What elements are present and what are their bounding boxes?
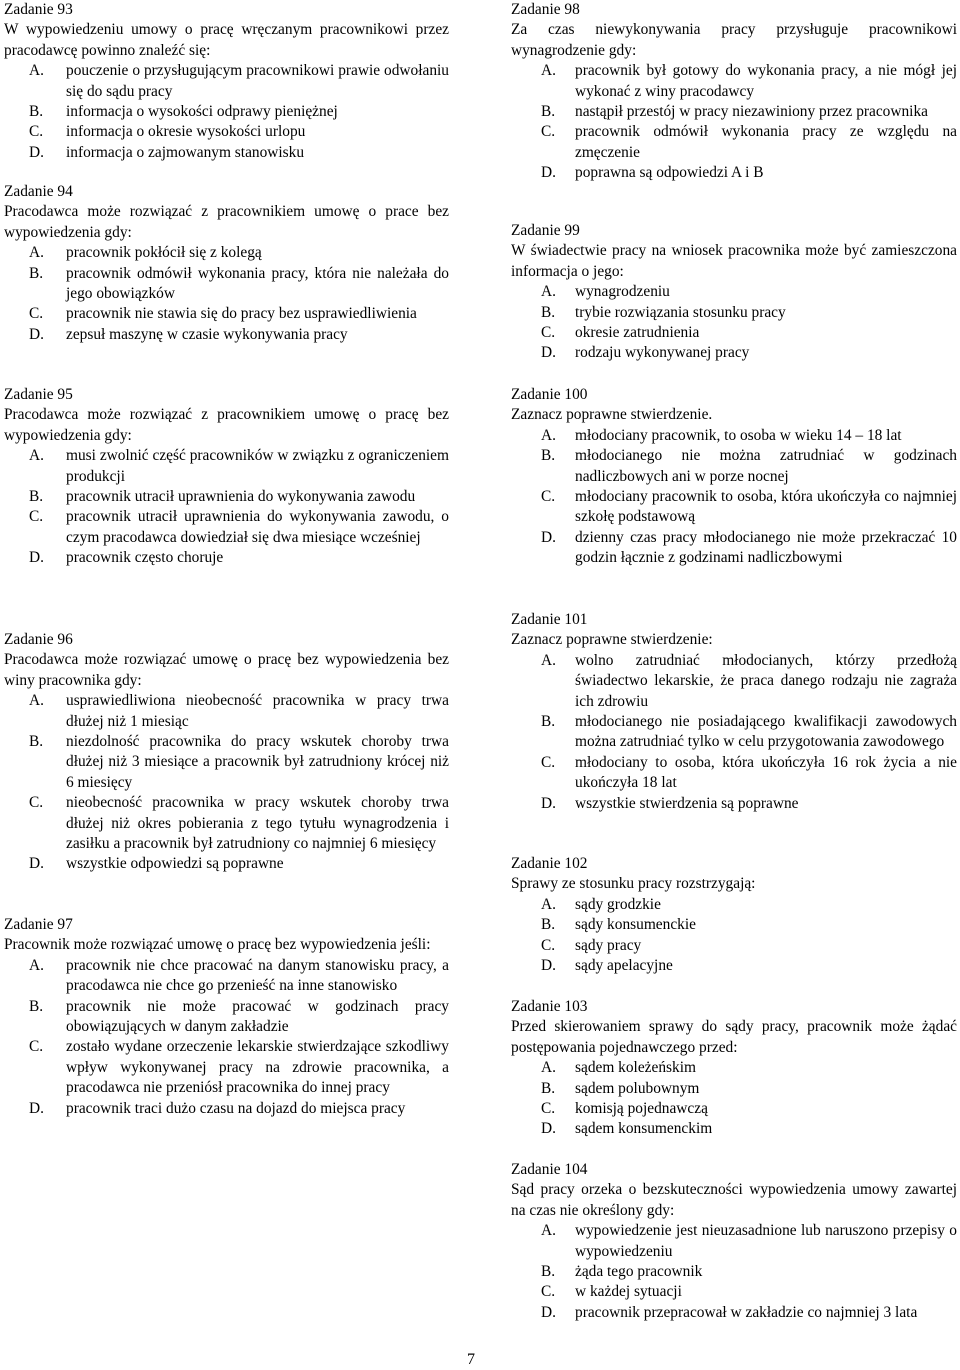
option-letter: D. bbox=[541, 794, 556, 812]
answer-option bbox=[4, 487, 449, 507]
answer-option bbox=[4, 304, 449, 324]
question-title: Zadanie 97 bbox=[4, 916, 73, 933]
option-text: informacja o okresie wysokości urlopu bbox=[66, 123, 306, 141]
question-title: Zadanie 102 bbox=[511, 855, 588, 872]
question-title: Zadanie 101 bbox=[511, 611, 588, 628]
option-letter: C. bbox=[541, 753, 556, 771]
answer-option bbox=[511, 753, 957, 794]
answer-option bbox=[511, 1262, 957, 1282]
option-letter: C. bbox=[541, 488, 556, 506]
option-text: zostało wydane orzeczenie lekarskie stwierdzające szkodliwy wpływ wykonywanej pracy na zdrowie pracownika, a pracodawca nie przeniósł pracownika do innej pracy bbox=[66, 1038, 449, 1097]
answer-option bbox=[511, 61, 957, 102]
question-text: Pracownik może rozwiązać umowę o pracę bez wypowiedzenia jeśli: bbox=[4, 936, 431, 954]
answer-option bbox=[511, 794, 957, 814]
answer-option bbox=[511, 323, 957, 343]
option-letter: A. bbox=[541, 283, 556, 301]
option-text: pracownik pokłócił się z kolegą bbox=[66, 244, 262, 262]
answer-option bbox=[4, 446, 449, 487]
question-block bbox=[4, 630, 449, 875]
answer-option bbox=[511, 163, 957, 183]
answer-option bbox=[4, 122, 449, 142]
answer-option bbox=[4, 507, 449, 548]
option-text: poprawna są odpowiedzi A i B bbox=[575, 164, 764, 182]
question-block bbox=[511, 610, 957, 814]
question-block bbox=[4, 915, 449, 1119]
answer-option bbox=[511, 915, 957, 935]
question-text: Przed skierowaniem sprawy do sądy pracy, pracownik może żądać postępowania pojednawczego przed: bbox=[511, 1018, 957, 1056]
question-title: Zadanie 93 bbox=[4, 1, 73, 18]
answer-option bbox=[511, 282, 957, 302]
option-text: usprawiedliwiona nieobecność pracownika w pracy trwa dłużej niż 1 miesiąc bbox=[66, 692, 449, 730]
option-letter: B. bbox=[29, 488, 44, 506]
question-text: W wypowiedzeniu umowy o pracę wręczanym pracownikowi przez pracodawcę powinno znaleźć się: bbox=[4, 21, 449, 59]
answer-option bbox=[511, 1282, 957, 1302]
option-letter: A. bbox=[541, 895, 556, 913]
question-title: Zadanie 104 bbox=[511, 1161, 588, 1178]
option-letter: D. bbox=[541, 344, 556, 362]
option-text: musi zwolnić część pracowników w związku z ograniczeniem produkcji bbox=[66, 447, 449, 485]
option-text: informacja o zajmowanym stanowisku bbox=[66, 143, 305, 161]
answer-option bbox=[4, 997, 449, 1038]
option-letter: D. bbox=[541, 1120, 556, 1138]
option-letter: A. bbox=[541, 651, 556, 669]
question-title: Zadanie 96 bbox=[4, 631, 73, 648]
question-text: W świadectwie pracy na wniosek pracownika może być zamieszczona informacja o jego: bbox=[511, 242, 957, 280]
question-block bbox=[511, 854, 957, 976]
option-letter: B. bbox=[541, 1079, 556, 1097]
option-text: sądy konsumenckie bbox=[575, 916, 696, 934]
answer-option bbox=[511, 528, 957, 569]
question-block bbox=[511, 385, 957, 569]
question-block bbox=[4, 0, 449, 163]
option-letter: A. bbox=[541, 1059, 556, 1077]
option-text: w każdej sytuacji bbox=[575, 1283, 682, 1301]
option-letter: A. bbox=[29, 62, 44, 80]
option-letter: C. bbox=[541, 1100, 556, 1118]
option-text: pracownik nie stawia się do pracy bez usprawiedliwienia bbox=[66, 305, 417, 323]
answer-option bbox=[4, 325, 449, 345]
answer-option bbox=[511, 956, 957, 976]
option-text: młodociany pracownik to osoba, która ukończyła co najmniej szkołę podstawową bbox=[575, 488, 957, 526]
option-letter: A. bbox=[541, 1222, 556, 1240]
option-text: dzienny czas pracy młodocianego nie może przekraczać 10 godzin łącznie z godzinami nadliczbowymi bbox=[575, 528, 957, 567]
question-text: Za czas niewykonywania pracy przysługuje pracownikowi wynagrodzenie gdy: bbox=[511, 21, 957, 59]
option-letter: C. bbox=[29, 1038, 44, 1056]
question-title: Zadanie 100 bbox=[511, 386, 588, 403]
option-letter: C. bbox=[29, 508, 44, 526]
question-text: Pracodawca może rozwiązać z pracownikiem umowę o pracę bez wypowiedzenia gdy: bbox=[4, 406, 449, 444]
option-letter: B. bbox=[541, 1263, 556, 1281]
option-text: młodocianego nie posiadającego kwalifikacji zawodowych można zatrudniać tylko w celu przygotowania zawodowego bbox=[575, 713, 957, 751]
answer-option bbox=[511, 1119, 957, 1139]
option-letter: D. bbox=[541, 957, 556, 975]
answer-option bbox=[511, 1099, 957, 1119]
option-letter: B. bbox=[541, 447, 556, 465]
answer-option bbox=[4, 1037, 449, 1098]
answer-option bbox=[4, 793, 449, 854]
answer-option bbox=[511, 1079, 957, 1099]
answer-option bbox=[4, 264, 449, 305]
option-text: zepsuł maszynę w czasie wykonywania pracy bbox=[66, 325, 348, 343]
question-text: Sprawy ze stosunku pracy rozstrzygają: bbox=[511, 875, 756, 893]
answer-option bbox=[511, 446, 957, 487]
option-letter: B. bbox=[541, 916, 556, 934]
option-letter: D. bbox=[29, 1099, 44, 1117]
option-letter: B. bbox=[29, 733, 44, 751]
option-letter: B. bbox=[29, 264, 44, 282]
option-letter: B. bbox=[29, 103, 44, 121]
option-text: wszystkie odpowiedzi są poprawne bbox=[66, 855, 284, 873]
option-text: sądy grodzkie bbox=[575, 895, 661, 913]
answer-option bbox=[4, 691, 449, 732]
option-text: pracownik traci dużo czasu na dojazd do miejsca pracy bbox=[66, 1099, 406, 1117]
answer-option bbox=[511, 651, 957, 712]
answer-option bbox=[511, 895, 957, 915]
option-letter: A. bbox=[541, 426, 556, 444]
option-text: pracownik odmówił wykonania pracy, która nie należała do jego obowiązków bbox=[66, 264, 449, 303]
option-letter: D. bbox=[29, 325, 44, 343]
question-title: Zadanie 98 bbox=[511, 1, 580, 18]
option-text: pracownik utracił uprawnienia do wykonywania zawodu, o czym pracodawca dowiedział się dwa miesiące wcześniej bbox=[66, 508, 449, 546]
option-text: młodociany pracownik, to osoba w wieku 14 – 18 lat bbox=[575, 426, 902, 444]
answer-option bbox=[511, 426, 957, 446]
option-text: żąda tego pracownik bbox=[575, 1263, 703, 1281]
option-letter: B. bbox=[541, 303, 556, 321]
option-letter: C. bbox=[541, 123, 556, 141]
question-block bbox=[4, 182, 449, 345]
answer-option bbox=[4, 854, 449, 874]
option-text: młodociany to osoba, która ukończyła 16 rok życia a nie ukończyła 18 lat bbox=[575, 753, 957, 792]
option-text: okresie zatrudnienia bbox=[575, 324, 700, 342]
option-text: pracownik utracił uprawnienia do wykonywania zawodu bbox=[66, 488, 416, 506]
question-block bbox=[511, 997, 957, 1140]
option-letter: C. bbox=[541, 936, 556, 954]
option-text: wolno zatrudniać młodocianych, którzy przedłożą świadectwo lekarskie, że praca danego rodzaju nie zagraża ich zdrowiu bbox=[575, 651, 957, 710]
question-block bbox=[511, 0, 957, 184]
page-number: 7 bbox=[467, 1351, 475, 1368]
option-letter: D. bbox=[541, 528, 556, 546]
answer-option bbox=[4, 732, 449, 793]
option-letter: D. bbox=[29, 549, 44, 567]
option-text: pouczenie o przysługującym pracownikowi prawie odwołaniu się do sądu pracy bbox=[66, 62, 449, 100]
answer-option bbox=[4, 1099, 449, 1119]
option-letter: B. bbox=[541, 103, 556, 121]
option-text: wszystkie stwierdzenia są poprawne bbox=[575, 794, 799, 812]
answer-option bbox=[511, 1221, 957, 1262]
option-text: sądem polubownym bbox=[575, 1079, 700, 1097]
option-letter: C. bbox=[541, 1283, 556, 1301]
answer-option bbox=[511, 102, 957, 122]
option-letter: C. bbox=[29, 305, 44, 323]
option-letter: C. bbox=[29, 123, 44, 141]
option-letter: A. bbox=[29, 692, 44, 710]
option-text: pracownik odmówił wykonania pracy ze względu na zmęczenie bbox=[575, 123, 957, 161]
question-title: Zadanie 103 bbox=[511, 998, 588, 1015]
question-title: Zadanie 94 bbox=[4, 183, 73, 200]
option-text: pracownik nie chce pracować na danym stanowisku pracy, a pracodawca nie chce go przenieść na inne stanowisko bbox=[66, 956, 449, 995]
option-text: pracownik przepracował w zakładzie co najmniej 3 lata bbox=[575, 1303, 918, 1321]
option-letter: A. bbox=[29, 244, 44, 262]
answer-option bbox=[511, 712, 957, 753]
answer-option bbox=[511, 487, 957, 528]
option-text: nastąpił przestój w pracy niezawiniony przez pracownika bbox=[575, 103, 928, 121]
option-letter: A. bbox=[541, 62, 556, 80]
option-text: rodzaju wykonywanej pracy bbox=[575, 344, 750, 362]
option-text: pracownik nie może pracować w godzinach pracy obowiązujących w danym zakładzie bbox=[66, 997, 449, 1036]
option-text: wypowiedzenie jest nieuzasadnione lub naruszono przepisy o wypowiedzeniu bbox=[575, 1222, 957, 1260]
question-block bbox=[511, 1160, 957, 1323]
answer-option bbox=[511, 122, 957, 163]
option-letter: D. bbox=[29, 855, 44, 873]
question-title: Zadanie 99 bbox=[511, 222, 580, 239]
question-text: Zaznacz poprawne stwierdzenie: bbox=[511, 631, 713, 649]
option-letter: D. bbox=[29, 143, 44, 161]
option-text: sądem koleżeńskim bbox=[575, 1059, 696, 1077]
option-letter: B. bbox=[29, 997, 44, 1015]
option-letter: D. bbox=[541, 164, 556, 182]
option-text: informacja o wysokości odprawy pieniężnej bbox=[66, 103, 338, 121]
answer-option bbox=[511, 303, 957, 323]
option-text: sądy apelacyjne bbox=[575, 957, 673, 975]
question-text: Sąd pracy orzeka o bezskuteczności wypowiedzenia umowy zawartej na czas nie określony gdy: bbox=[511, 1181, 957, 1219]
option-text: komisją pojednawczą bbox=[575, 1100, 708, 1118]
answer-option bbox=[4, 956, 449, 997]
option-letter: B. bbox=[541, 713, 556, 731]
question-text: Pracodawca może rozwiązać umowę o pracę bez wypowiedzenia bez winy pracownika gdy: bbox=[4, 651, 449, 689]
answer-option bbox=[511, 1303, 957, 1323]
question-block bbox=[4, 385, 449, 569]
question-title: Zadanie 95 bbox=[4, 386, 73, 403]
option-text: młodocianego nie można zatrudniać w godzinach nadliczbowych ani w porze nocnej bbox=[575, 447, 957, 485]
answer-option bbox=[4, 243, 449, 263]
option-text: sądem konsumenckim bbox=[575, 1120, 713, 1138]
option-text: wynagrodzeniu bbox=[575, 283, 670, 301]
option-text: sądy pracy bbox=[575, 936, 642, 954]
answer-option bbox=[4, 143, 449, 163]
answer-option bbox=[4, 61, 449, 102]
answer-option bbox=[511, 343, 957, 363]
question-text: Zaznacz poprawne stwierdzenie. bbox=[511, 406, 713, 424]
answer-option bbox=[4, 548, 449, 568]
option-letter: C. bbox=[541, 324, 556, 342]
option-letter: A. bbox=[29, 956, 44, 974]
question-text: Pracodawca może rozwiązać z pracownikiem umowę o prace bez wypowiedzenia gdy: bbox=[4, 203, 449, 241]
answer-option bbox=[4, 102, 449, 122]
option-text: niezdolność pracownika do pracy wskutek choroby trwa dłużej niż 3 miesiące a pracownik był zatrudniony krócej niż 6 miesięcy bbox=[66, 733, 449, 791]
option-letter: D. bbox=[541, 1303, 556, 1321]
answer-option bbox=[511, 936, 957, 956]
option-text: nieobecność pracownika w pracy wskutek choroby trwa dłużej niż okres pobierania z tego tytułu wynagrodzenia i zasiłku a pracownik był zatrudniony co najmniej 6 miesięcy bbox=[66, 794, 449, 853]
option-text: trybie rozwiązania stosunku pracy bbox=[575, 303, 786, 321]
option-letter: A. bbox=[29, 447, 44, 465]
option-letter: C. bbox=[29, 794, 44, 812]
option-text: pracownik był gotowy do wykonania pracy, a nie mógł jej wykonać z winy pracodawcy bbox=[575, 62, 957, 100]
question-block bbox=[511, 221, 957, 364]
option-text: pracownik często choruje bbox=[66, 549, 224, 567]
answer-option bbox=[511, 1058, 957, 1078]
